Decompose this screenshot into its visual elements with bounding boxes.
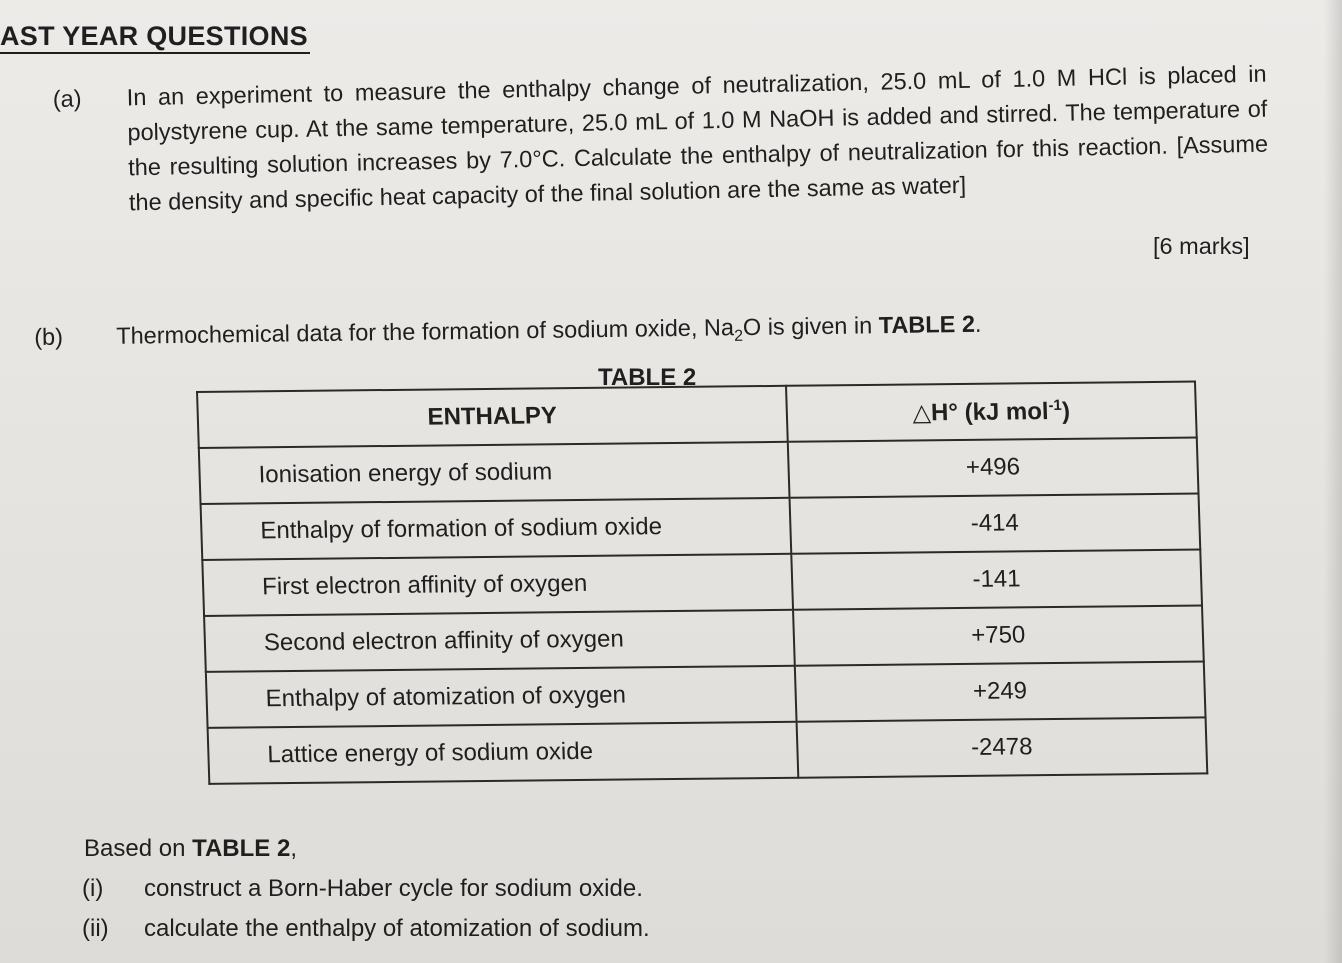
row-name: First electron affinity of oxygen (202, 554, 792, 616)
table-row (204, 605, 1204, 671)
header-dh-prefix: △H° (kJ mol (912, 397, 1050, 426)
question-b-intro-bold: TABLE 2 (878, 310, 976, 339)
thermochemical-table (196, 381, 1208, 785)
based-on-line (84, 832, 297, 866)
section-heading: AST YEAR QUESTIONS (0, 20, 310, 54)
question-a-label: (a) (52, 85, 82, 112)
question-a-marks: [6 marks] (1153, 233, 1250, 259)
row-value: -2478 (796, 717, 1207, 777)
table-row (208, 717, 1208, 783)
based-on-prefix: Based on (84, 835, 193, 862)
row-value: -141 (791, 549, 1202, 609)
table-row (206, 661, 1206, 727)
sub-question-ii (82, 912, 650, 946)
question-a-text: In an experiment to measure the enthalpy change of neutralization, 25.0 mL of 1.0 M HCl is placed in polystyrene cup. At the same temperature, 25.0 mL of 1.0 M NaOH is added and stirred. The temperature of the resulting solution increases by 7.0°C. Calculate the enthalpy of neutralization for this reaction. [Assume the density and specific heat capacity of the final solution are the same as water] (126, 60, 1269, 216)
question-b-intro-sub: 2 (734, 327, 744, 345)
based-on-suffix: , (290, 835, 297, 862)
question-b (34, 307, 982, 364)
sub-question-label: (i) (82, 875, 104, 902)
sub-question-i (82, 872, 643, 906)
row-name: Second electron affinity of oxygen (204, 610, 794, 672)
row-name: Enthalpy of atomization of oxygen (206, 666, 796, 728)
question-b-intro-mid: O is given in (742, 312, 879, 341)
header-dh-sup: -1 (1048, 396, 1063, 414)
question-b-intro-end: . (974, 310, 982, 337)
header-dh-suffix: ) (1061, 397, 1071, 425)
row-name: Ionisation energy of sodium (199, 442, 789, 504)
question-b-label: (b) (34, 323, 64, 350)
table-title: TABLE 2 (598, 364, 697, 391)
sub-question-text: construct a Born-Haber cycle for sodium oxide. (144, 875, 643, 902)
sub-question-text: calculate the enthalpy of atomization of sodium. (144, 915, 650, 942)
sub-question-label: (ii) (82, 915, 109, 942)
row-value: -414 (789, 494, 1200, 554)
paper-edge-shadow (1324, 0, 1342, 963)
header-enthalpy: ENTHALPY (197, 386, 787, 448)
row-value: +496 (787, 438, 1198, 498)
row-value: +249 (795, 661, 1206, 721)
row-value: +750 (793, 605, 1204, 665)
row-name: Enthalpy of formation of sodium oxide (201, 498, 791, 560)
based-on-bold: TABLE 2 (192, 835, 291, 862)
table-row (202, 549, 1202, 615)
table-row (201, 494, 1201, 560)
table-row (199, 438, 1199, 504)
table-header-row (197, 382, 1197, 448)
row-name: Lattice energy of sodium oxide (208, 722, 798, 784)
question-b-intro-prefix: Thermochemical data for the formation of sodium oxide, Na (116, 314, 735, 349)
header-delta-h (786, 382, 1197, 442)
